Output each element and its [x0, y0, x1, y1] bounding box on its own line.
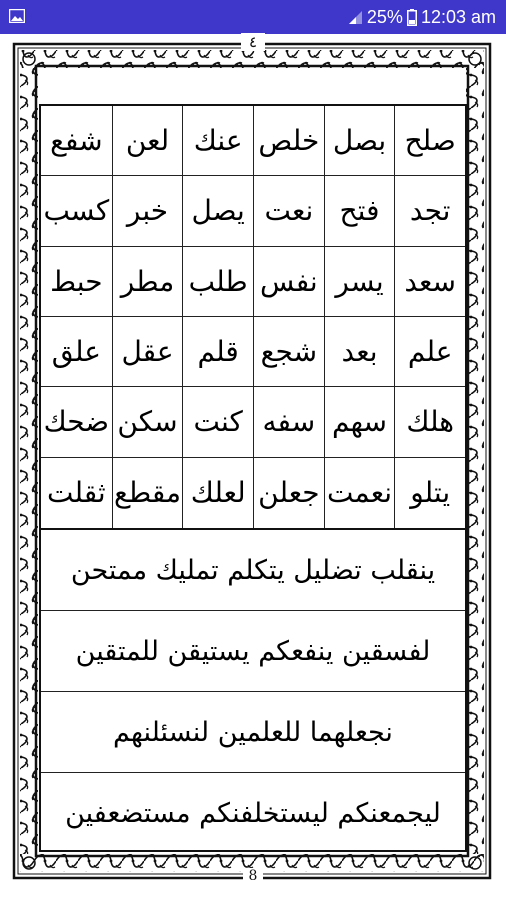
word-cell: مطر [112, 247, 183, 317]
word-cell: قلم [182, 317, 253, 387]
word-cell: سكن [112, 387, 183, 457]
word-cell: جعلن [253, 458, 324, 528]
phrase-line: ينقلب تضليل يتكلم تمليك ممتحن [41, 530, 465, 611]
word-cell: طلب [182, 247, 253, 317]
word-cell: سعد [394, 247, 465, 317]
word-cell: بعد [324, 317, 395, 387]
word-cell: عنك [182, 106, 253, 176]
word-cell: علم [394, 317, 465, 387]
word-cell: ضحك [41, 387, 112, 457]
word-cell: يسر [324, 247, 395, 317]
word-cell: فتح [324, 176, 395, 246]
status-right [347, 7, 496, 27]
word-cell: كنت [182, 387, 253, 457]
letter-grid [39, 104, 467, 530]
phrase-line: ليجمعنكم ليستخلفنكم مستضعفين [65, 797, 441, 829]
word-cell: شجع [253, 317, 324, 387]
battery-icon [407, 9, 417, 26]
clock: 12:03 am [420, 7, 496, 27]
gallery-icon [9, 9, 25, 23]
word-cell: علق [41, 317, 112, 387]
word-cell: لعلك [182, 458, 253, 528]
word-cell: ثقلت [46, 476, 106, 510]
battery-percent: 25% [366, 7, 403, 27]
word-cell: نعمت [324, 458, 395, 528]
status-bar [0, 0, 506, 34]
page-number-top: ٤ [241, 33, 265, 51]
phrase-line: نجعلهما للعلمين لنسئلنهم [41, 692, 465, 773]
word-cell: نعت [253, 176, 324, 246]
phrase-line: لفسقين ينفعكم يستيقن للمتقين [41, 611, 465, 692]
word-cell: يصل [182, 176, 253, 246]
word-cell: نفس [253, 247, 324, 317]
word-cell: كسب [41, 176, 112, 246]
word-cell: خلص [253, 106, 324, 176]
word-cell: مقطع [112, 458, 183, 528]
word-cell: حبط [41, 247, 112, 317]
word-cell: سفه [253, 387, 324, 457]
word-cell: سهم [324, 387, 395, 457]
word-cell: بصل [324, 106, 395, 176]
word-cell: شفع [41, 106, 112, 176]
word-cell: تجد [394, 176, 465, 246]
word-cell: هلك [394, 387, 465, 457]
word-cell: يتلو [394, 458, 465, 528]
signal-icon [347, 9, 363, 25]
phrase-lines [39, 530, 467, 852]
word-cell: صلح [394, 106, 465, 176]
word-cell: عقل [112, 317, 183, 387]
word-cell: لعن [112, 106, 183, 176]
page-number-bottom: 8 [243, 868, 263, 884]
word-cell: خبر [112, 176, 183, 246]
